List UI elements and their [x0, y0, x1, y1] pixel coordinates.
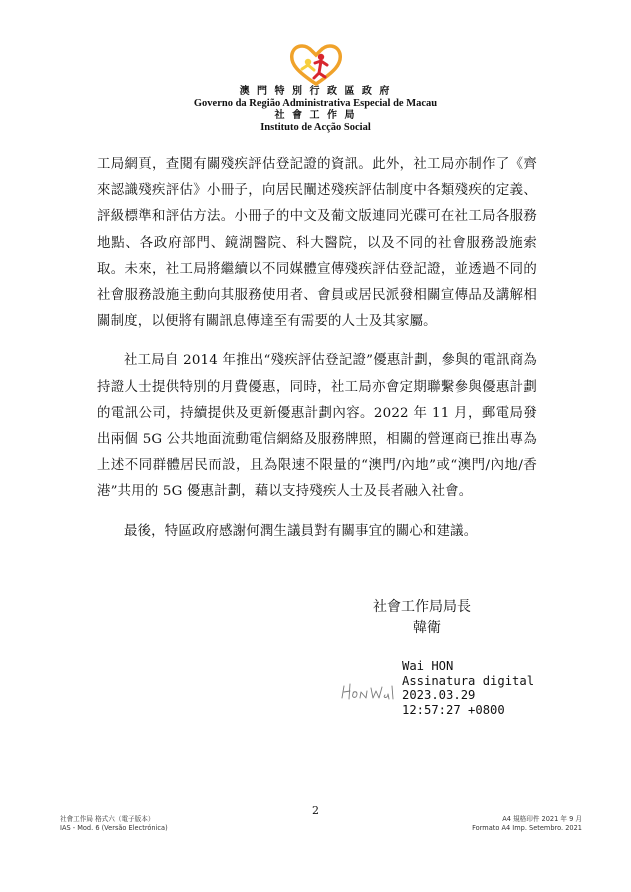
footer-format-pt: Formato A4 Imp. Setembro. 2021 — [472, 823, 582, 832]
signer-name: 韓衛 — [413, 620, 441, 636]
header-institute-pt: Instituto de Acção Social — [260, 122, 371, 133]
header-government-cn: 澳 門 特 別 行 政 區 政 府 — [239, 86, 392, 97]
footer-left — [60, 815, 168, 832]
digital-signature-stamp — [402, 659, 534, 717]
footer-right — [472, 815, 582, 832]
footer-format-cn: A4 規格印件 2021 年 9 月 — [502, 815, 582, 823]
digital-label: Assinatura digital — [402, 673, 535, 688]
header-government-pt: Governo da Região Administrativa Especial de Macau — [193, 98, 438, 109]
paragraph-3: 最後，特區政府感謝何潤生議員對有關事宜的關心和建議。 — [124, 523, 478, 539]
paragraph-2: 社工局自 2014 年推出“殘疾評估登記證”優惠計劃，參與的電訊商為持證人士提供特別的月費優惠，同時，社工局亦會定期聯繫參與優惠計劃的電訊公司，持續提供及更新優惠計劃內容。2022 年 11 月，郵電局發出兩個 5G 公共地面流動電信網絡及服務牌照，相關的營運商已推出專為上述不同群體居民而設，且為限速不限量的“澳門/內地”或“澳門/內地/香港”共用的 5G 優惠計劃，藉以支持殘疾人士及長者融入社會。 — [97, 353, 537, 500]
letterhead — [0, 42, 631, 134]
signer-title: 社會工作局局長 — [373, 599, 471, 615]
digital-signer: Wai HON — [402, 659, 454, 673]
digital-time: 12:57:27 +0800 — [402, 702, 505, 717]
letter-body — [97, 152, 537, 558]
footer-form-pt: IAS - Mod. 6 (Versão Electrónica) — [60, 823, 168, 832]
ias-logo — [288, 42, 344, 86]
footer-form-cn: 社會工作局 格式六（電子版本） — [60, 815, 155, 823]
digital-date: 2023.03.29 — [402, 688, 476, 703]
signature-block — [373, 597, 471, 639]
header-institute-cn: 社 會 工 作 局 — [274, 110, 357, 121]
page-number: 2 — [312, 804, 319, 817]
paragraph-1: 工局網頁，查閱有關殘疾評估登記證的資訊。此外，社工局亦制作了《齊來認識殘疾評估》小冊子，向居民闡述殘疾評估制度中各類殘疾的定義、評級標準和評估方法。小冊子的中文及葡文版連同光碟可在社工局各服務地點、各政府部門、鏡湖醫院、科大醫院，以及不同的社會服務設施索取。未來，社工局將繼續以不同媒體宣傳殘疾評估登記證，並透過不同的社會服務設施主動向其服務使用者、會員或居民派發相關宣傳品及講解相關制度，以便將有關訊息傳達至有需要的人士及其家屬。 — [97, 157, 537, 330]
handwritten-signature — [338, 680, 406, 706]
